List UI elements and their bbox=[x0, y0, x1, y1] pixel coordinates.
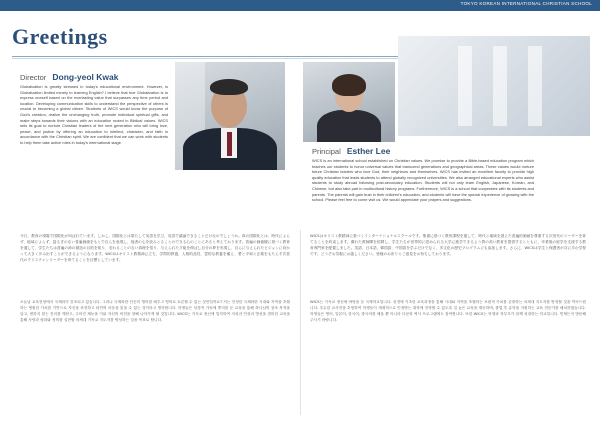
school-building-photo bbox=[398, 36, 590, 136]
principal-message-en: WICS is an international school established on Christian values. We promise to provide a Bible-based education program which teaches our students to honor universal values that transcend generations and geographical areas. These values would nurture future Christian leaders who love God, their neighbors and themselves. WICS has invited an excellent faculty to provide high quality education that leads students to attend globally recognized universities. We also arranged educational experts who assist students to study abroad following post-secondary education. Students will not only learn English, Japanese, Korean, and Chinese, but also take part in multicultural history programs. Furthermore, WICS is a school that cooperates with its students and parents. The parents will gain trust in their children's education, and students will have the special experience of growing with the school. Please feel free to come visit us. We would appreciate your prayers and suggestions. bbox=[312, 158, 534, 203]
principal-message-ja: WICSはキリスト教精神に基づくインターナショナルスクールです。聖書に基づく教育課程を通して、時代と地域を超えた普遍的価値を尊重する次世代のリーダーを育てることを約束します。優れた教師陣を招聘し、学生たちが世界的に認められる大学に進学できるよう質の高い教育を提供するとともに、卒業後の留学を支援する教育専門家を配置しました。英語、日本語、韓国語、中国語を学ぶだけでなく、多文化の歴史プログラムにも参加します。さらに、WICSは学生と保護者が共に歩む学校です。どうぞお気軽にお越しください。皆様のお祈りとご意見をお待ちしております。 bbox=[310, 234, 586, 256]
school-name: TOKYO KOREAN INTERNATIONAL CHRISTIAN SCHOOL bbox=[460, 1, 592, 6]
principal-photo bbox=[303, 62, 395, 142]
director-heading bbox=[20, 72, 118, 82]
principal-name: Esther Lee bbox=[346, 146, 391, 156]
header-bar bbox=[0, 0, 600, 11]
director-name: Dong-yeol Kwak bbox=[52, 72, 119, 82]
principal-role: Principal bbox=[312, 147, 341, 156]
column-divider bbox=[300, 230, 301, 415]
principal-message-ko: WICS는 기독교 정신에 바탕을 둔 국제학교입니다. 성경에 기초한 교육과정을 통해 시대와 지역을 초월하는 보편적 가치를 존중하는 차세대 지도자를 양성할 것을 약속드립니다. 우수한 교사진을 초빙하여 학생들이 세계적으로 인정받는 대학에 진학할 수 있도록 질 높은 교육을 제공하며, 졸업 후 유학을 지원하는 교육 전문가를 배치하였습니다. 학생들은 영어, 일본어, 한국어, 중국어를 배울 뿐 아니라 다문화 역사 프로그램에도 참여합니다. 또한 WICS는 학생과 학부모가 함께 성장하는 학교입니다. 언제든지 방문해 주시기 바랍니다. bbox=[310, 300, 586, 322]
director-message-ja: 今日、教育の現場で国際化が叫ばれています。しかし、国際化とは果たして英語を学び、英語で議論できることだけなのでしょうか。真の国際化とは、時代によらず、地域によらず、揺るぎのない普遍価値をもとで自らを表現し、他者の心を読みとることのできる心のことにあると考えております。普遍の価値観に基づく教育を通して、学生たちは普遍の神の創造の目的を知り、変わることのない真理を悟り、与えられた才能を伸ばし自分の夢を実現し、自らに与えられたビジョンに向かって大きく歩み出すことができるようになります。WICSはキリスト教精神に立ち、学問的教養、人格的品性、霊的な教養を備え、愛と平和と正義をもたらす次世代のクリスチャンリーダーを育てることを目標としています。 bbox=[20, 234, 290, 262]
director-role: Director bbox=[20, 73, 47, 82]
director-message-ko: 오늘날 교육현장에서 국제화가 강조되고 있습니다. 그러나 국제화란 단순히 영어를 배우고 영어로 토론할 수 있는 것만일까요? 저는 진정한 국제화란 시대와 지역을 초월하는 영원한 가치를 기반으로 자신을 표현하고 타인의 마음을 읽을 수 있는 것이라고 생각합니다. 학생들은 성경적 가치에 뿌리를 둔 교육을 통해 하나님의 창조 목적을 알고, 변하지 않는 진리를 깨닫고, 주어진 재능을 키워 자신의 비전을 향해 나아가게 될 것입니다. WICS는 기독교 정신에 입각하여 지성과 인성과 영성을 겸비한 교육을 통해 사랑과 평화와 정의를 실현할 차세대 기독교 지도자를 양성하는 것을 목표로 합니다. bbox=[20, 300, 290, 322]
page-title: Greetings bbox=[12, 24, 108, 49]
principal-heading bbox=[312, 146, 390, 156]
director-photo bbox=[175, 62, 285, 170]
director-message-en: Globalization is greatly stressed in today's educational environment. However, is Globalization limited merely to learning English? I believe that true Globalization is to express oneself based on the everlasting value that surpasses any time period and location. Developing communication skills to understand the perspective of others is crucial to becoming a global citizen. Students of WICS would know the purpose of God's creation, realize the unchanging truth, promote individual spiritual gifts, and make steps towards their visions with an education rooted in Biblical values. WICS sets its goal to nurture Christian leaders of the next generation who will bring love, peace, and justice by offering an education to intellect, character, and faith in accordance with the Christian spirit. We are confident that we can work with students to help them take active roles in today's international stage. bbox=[20, 84, 168, 145]
